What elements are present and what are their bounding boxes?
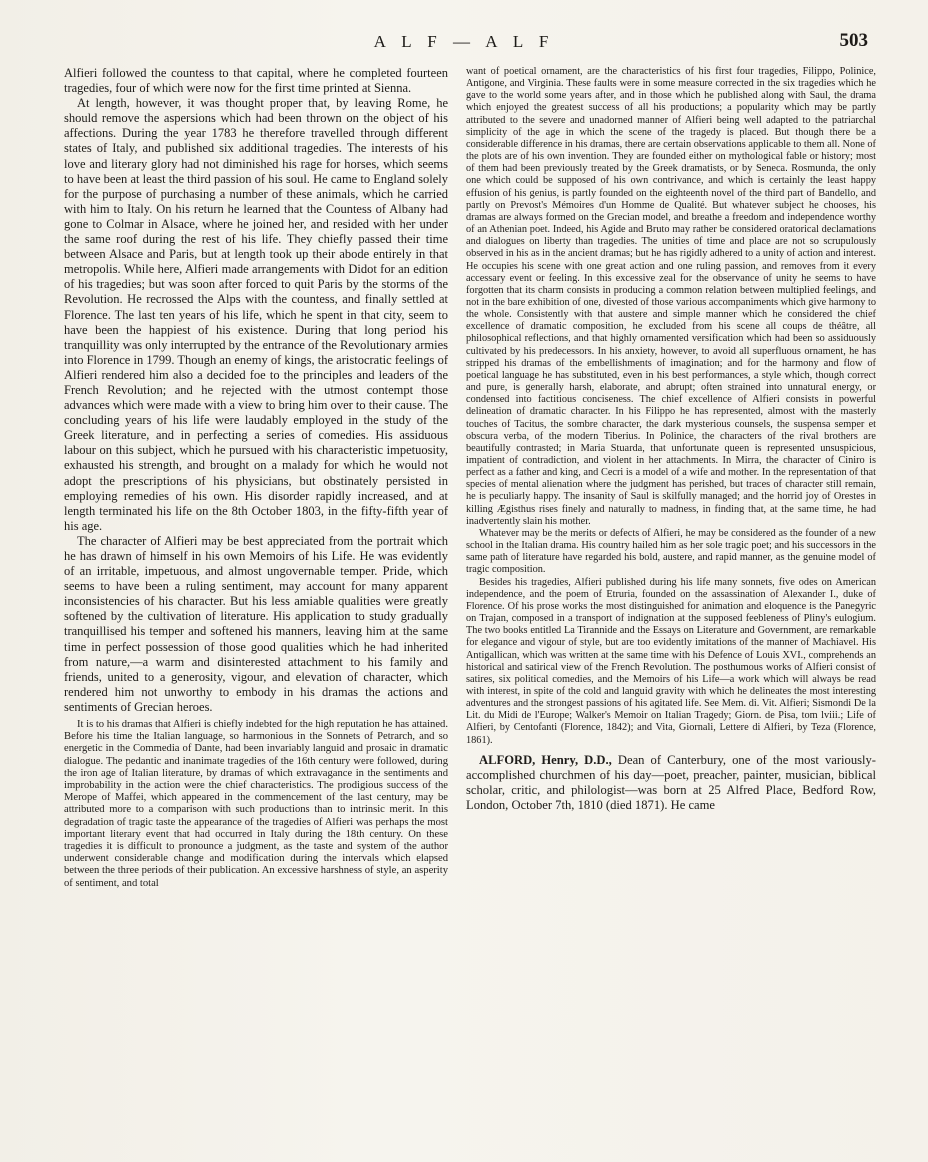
paragraph: Alfieri followed the countess to that capital, where he completed fourteen tragedies, four of which were now for the first time printed at Sienna.: [64, 66, 448, 96]
new-entry: [466, 753, 876, 813]
paragraph: Besides his tragedies, Alfieri published during his life many sonnets, five odes on American independence, and the poem of Etruria, founded on the assassination of Alexander I., duke of Florence. Of his prose works the most distinguished for animation and eloquence is the Panegyric on Trajan, composed in a transport of indignation at the supposed feebleness of Pliny's eulogium. The two books entitled La Tirannide and the Essays on Literature and Government, are remarkable for elegance and vigour of style, but are too evidently imitations of the manner of Machiavel. His Antigallican, which was written at the same time with his Defence of Louis XVI., comprehends an historical and satirical view of the French Revolution. The posthumous works of Alfieri consist of satires, six political comedies, and the Memoirs of his Life—a work which will always be read with interest, in spite of the cold and languid gravity with which he delineates the most interesting adventures and the strongest passions of his agitated life. See Mem. di. Vit. Alfieri; Sismondi De la Lit. du Midi de l'Europe; Walker's Memoir on Italian Tragedy; Giorn. de Pisa, tom lviii.; Life of Alfieri, by Centofanti (Florence, 1842); and Vita, Giornali, Lettere di Alfieri, by Teza (Florence, 1861).: [466, 576, 876, 746]
paragraph: It is to his dramas that Alfieri is chiefly indebted for the high reputation he has attained. Before his time the Italian language, so harmonious in the Sonnets of Petrarch, and so energetic in the Commedia of Dante, had been invariably languid and prosaic in dramatic dialogue. The pedantic and inanimate tragedies of the 16th century were followed, during the iron age of Italian literature, by dramas of which extravagance in the sentiments and improbability in the action were the chief characteristics. The prodigious success of the Merope of Maffei, which appeared in the commencement of the last century, may be attributed more to a comparison with such productions than to intrinsic merit. In this degradation of tragic taste the appearance of the tragedies of Alfieri was perhaps the most important literary event that had occurred in Italy during the 18th century. On these tragedies it is difficult to pronounce a judgment, as the taste and system of the author underwent considerable change and modification during the intervals which elapsed between the three periods of their publication. An excessive harshness of style, an asperity of sentiment, and total: [64, 719, 448, 889]
paragraph: Whatever may be the merits or defects of Alfieri, he may be considered as the founder of a new school in the Italian drama. His country hailed him as her sole tragic poet; and his successors in the same path of literature have regarded his bold, austere, and rapid manner, as the genuine model of tragic composition.: [466, 527, 876, 576]
running-head: A L F — A L F: [373, 32, 555, 51]
paragraph: The character of Alfieri may be best appreciated from the portrait which he has drawn of himself in his own Memoirs of his Life. He was evidently of an irritable, impetuous, and almost ungovernable temper. Pride, which seems to have been a ruling sentiment, may account for many apparent inconsistencies of his character. But his less amiable qualities were greatly softened by the cultivation of literature. His application to study gradually tranquillised his temper and softened his manners, leaving him at the same time in perfect possession of those good qualities which he had inherited from nature,—a warm and disinterested attachment to his family and friends, united to a generosity, vigour, and elevation of character, which rendered him not unworthy to embody in his dramas the actions and sentiments of Grecian heroes.: [64, 533, 448, 714]
entry-headword: ALFORD, Henry, D.D.,: [479, 752, 612, 767]
page-header: [60, 32, 868, 58]
right-column: [466, 66, 876, 1150]
left-column: [64, 66, 448, 1150]
page-number: 503: [839, 30, 868, 51]
paragraph: want of poetical ornament, are the characteristics of his first four tragedies, Filippo, Polinice, Antigone, and Virginia. These faults were in some measure corrected in the six tragedies which he gave to the world some years after, and in those which he published along with Saul, the drama which enjoyed the greatest success of all his productions; a popularity which may be partly attributed to the severe and unadorned manner of Alfieri being well adapted to the patriarchal simplicity of the age in which the scene of the tragedy is placed. But though there be a considerable difference in his dramas, there are certain observations applicable to them all. None of the plots are of his own invention. They are founded either on mythological fable or history; most of them had been previously treated by the Greek dramatists, or by Seneca. Rosmunda, the only one which could be supposed of his own contrivance, and which is certainly the least happy effusion of his genius, is partly founded on the eighteenth novel of the third part of Bandello, and partly on Prevost's Mémoires d'un Homme de Qualité. But whatever subject he chooses, his dramas are always formed on the Grecian model, and breathe a freedom and independence worthy of an Athenian poet. Indeed, his Agide and Bruto may rather be considered oratorical declamations and dialogues on liberty than tragedies. The unities of time and place are not so scrupulously observed in his as in the ancient dramas; but he has rigidly adhered to a unity of action and interest. He occupies his scene with one great action and one ruling passion, and removes from it every accessary event or feeling. In this excessive zeal for the observance of unity he seems to have forgotten that its charm consists in producing a common relation between multiplied feelings, and not in the bare exhibition of one, divested of those various accompaniments which give harmony to the whole. Consistently with that austere and simple manner which he considered the chief excellence of dramatic composition, he excluded from his scene all coups de théâtre, all philosophical reflections, and that highly ornamented versification which had been so assiduously cultivated by his predecessors. In his anxiety, however, to avoid all superfluous ornament, he has stripped his dramas of the embellishments of imagination; and for the harmony and flow of poetical language he has substituted, even in his best performances, a style which, though correct and pure, is generally harsh, elaborate, and abrupt; often strained into unnatural energy, or condensed into factitious conciseness. The chief excellence of Alfieri consists in powerful delineation of dramatic character. In his Filippo he has represented, almost with the masterly touches of Tacitus, the sombre character, the dark mysterious counsels, the suspensa semper et obscura verba, of the modern Tiberius. In Polinice, the characters of the rival brothers are beautifully contrasted; in Maria Stuarda, that unfortunate queen is represented unsuspicious, impatient of contradiction, and violent in her attachments. In Mirra, the character of Ciniro is perfect as a father and king, and Cecri is a model of a wife and mother. In the representation of that species of mental alienation where the judgment has perished, but traces of character still remain, he is peculiarly happy. The insanity of Saul is skilfully managed; and the horrid joy of Orestes in killing Ægisthus rises finely and naturally to madness, in finding that, at the same time, he had inadvertently slain his mother.: [466, 66, 876, 527]
paragraph: At length, however, it was thought proper that, by leaving Rome, he should remove the aspersions which had been thrown on the object of his affections. During the year 1783 he therefore travelled through different states of Italy, and published six additional tragedies. The interests of his love and literary glory had not diminished his rage for horses, which seems to have been at least the third passion of his soul. He came to England solely for the purpose of purchasing a number of these animals, which he carried with him to Italy. On his return he learned that the Countess of Albany had gone to Colmar in Alsace, where he joined her, and resided with her under the same roof during the rest of his life. They chiefly passed their time between Alsace and Paris, but at length took up their abode entirely in that metropolis. While here, Alfieri made arrangements with Didot for an edition of his tragedies; but was soon after forced to quit Paris by the storms of the Revolution. He recrossed the Alps with the countess, and finally settled at Florence. The last ten years of his life, which he spent in that city, seem to have been the happiest of his existence. During that long period his tranquillity was only interrupted by the entrance of the Revolutionary armies into Florence in 1799. Though an enemy of kings, the aristocratic feelings of Alfieri rendered him also a decided foe to the principles and leaders of the French Revolution; and he rejected with the utmost contempt those advances which were made with a view to bring him over to their cause. The concluding years of his life were laudably employed in the study of the Greek literature, and in perfecting a series of comedies. His assiduous labour on this subject, which he pursued with his characteristic impetuosity, exhausted his strength, and brought on a malady for which he would not adopt the prescriptions of his physicians, but obstinately persisted in employing remedies of his own. His disorder rapidly increased, and at length terminated his life on the 8th October 1803, in the fifty-fifth year of his age.: [64, 96, 448, 533]
entry-text: Dean of Canterbury, one of the most variously-accomplished churchmen of his day—poet, preacher, painter, musician, biblical scholar, critic, and philologist—was born at 25 Alfred Place, Bedford Row, London, October 7th, 1810 (died 1871). He came: [466, 752, 876, 812]
